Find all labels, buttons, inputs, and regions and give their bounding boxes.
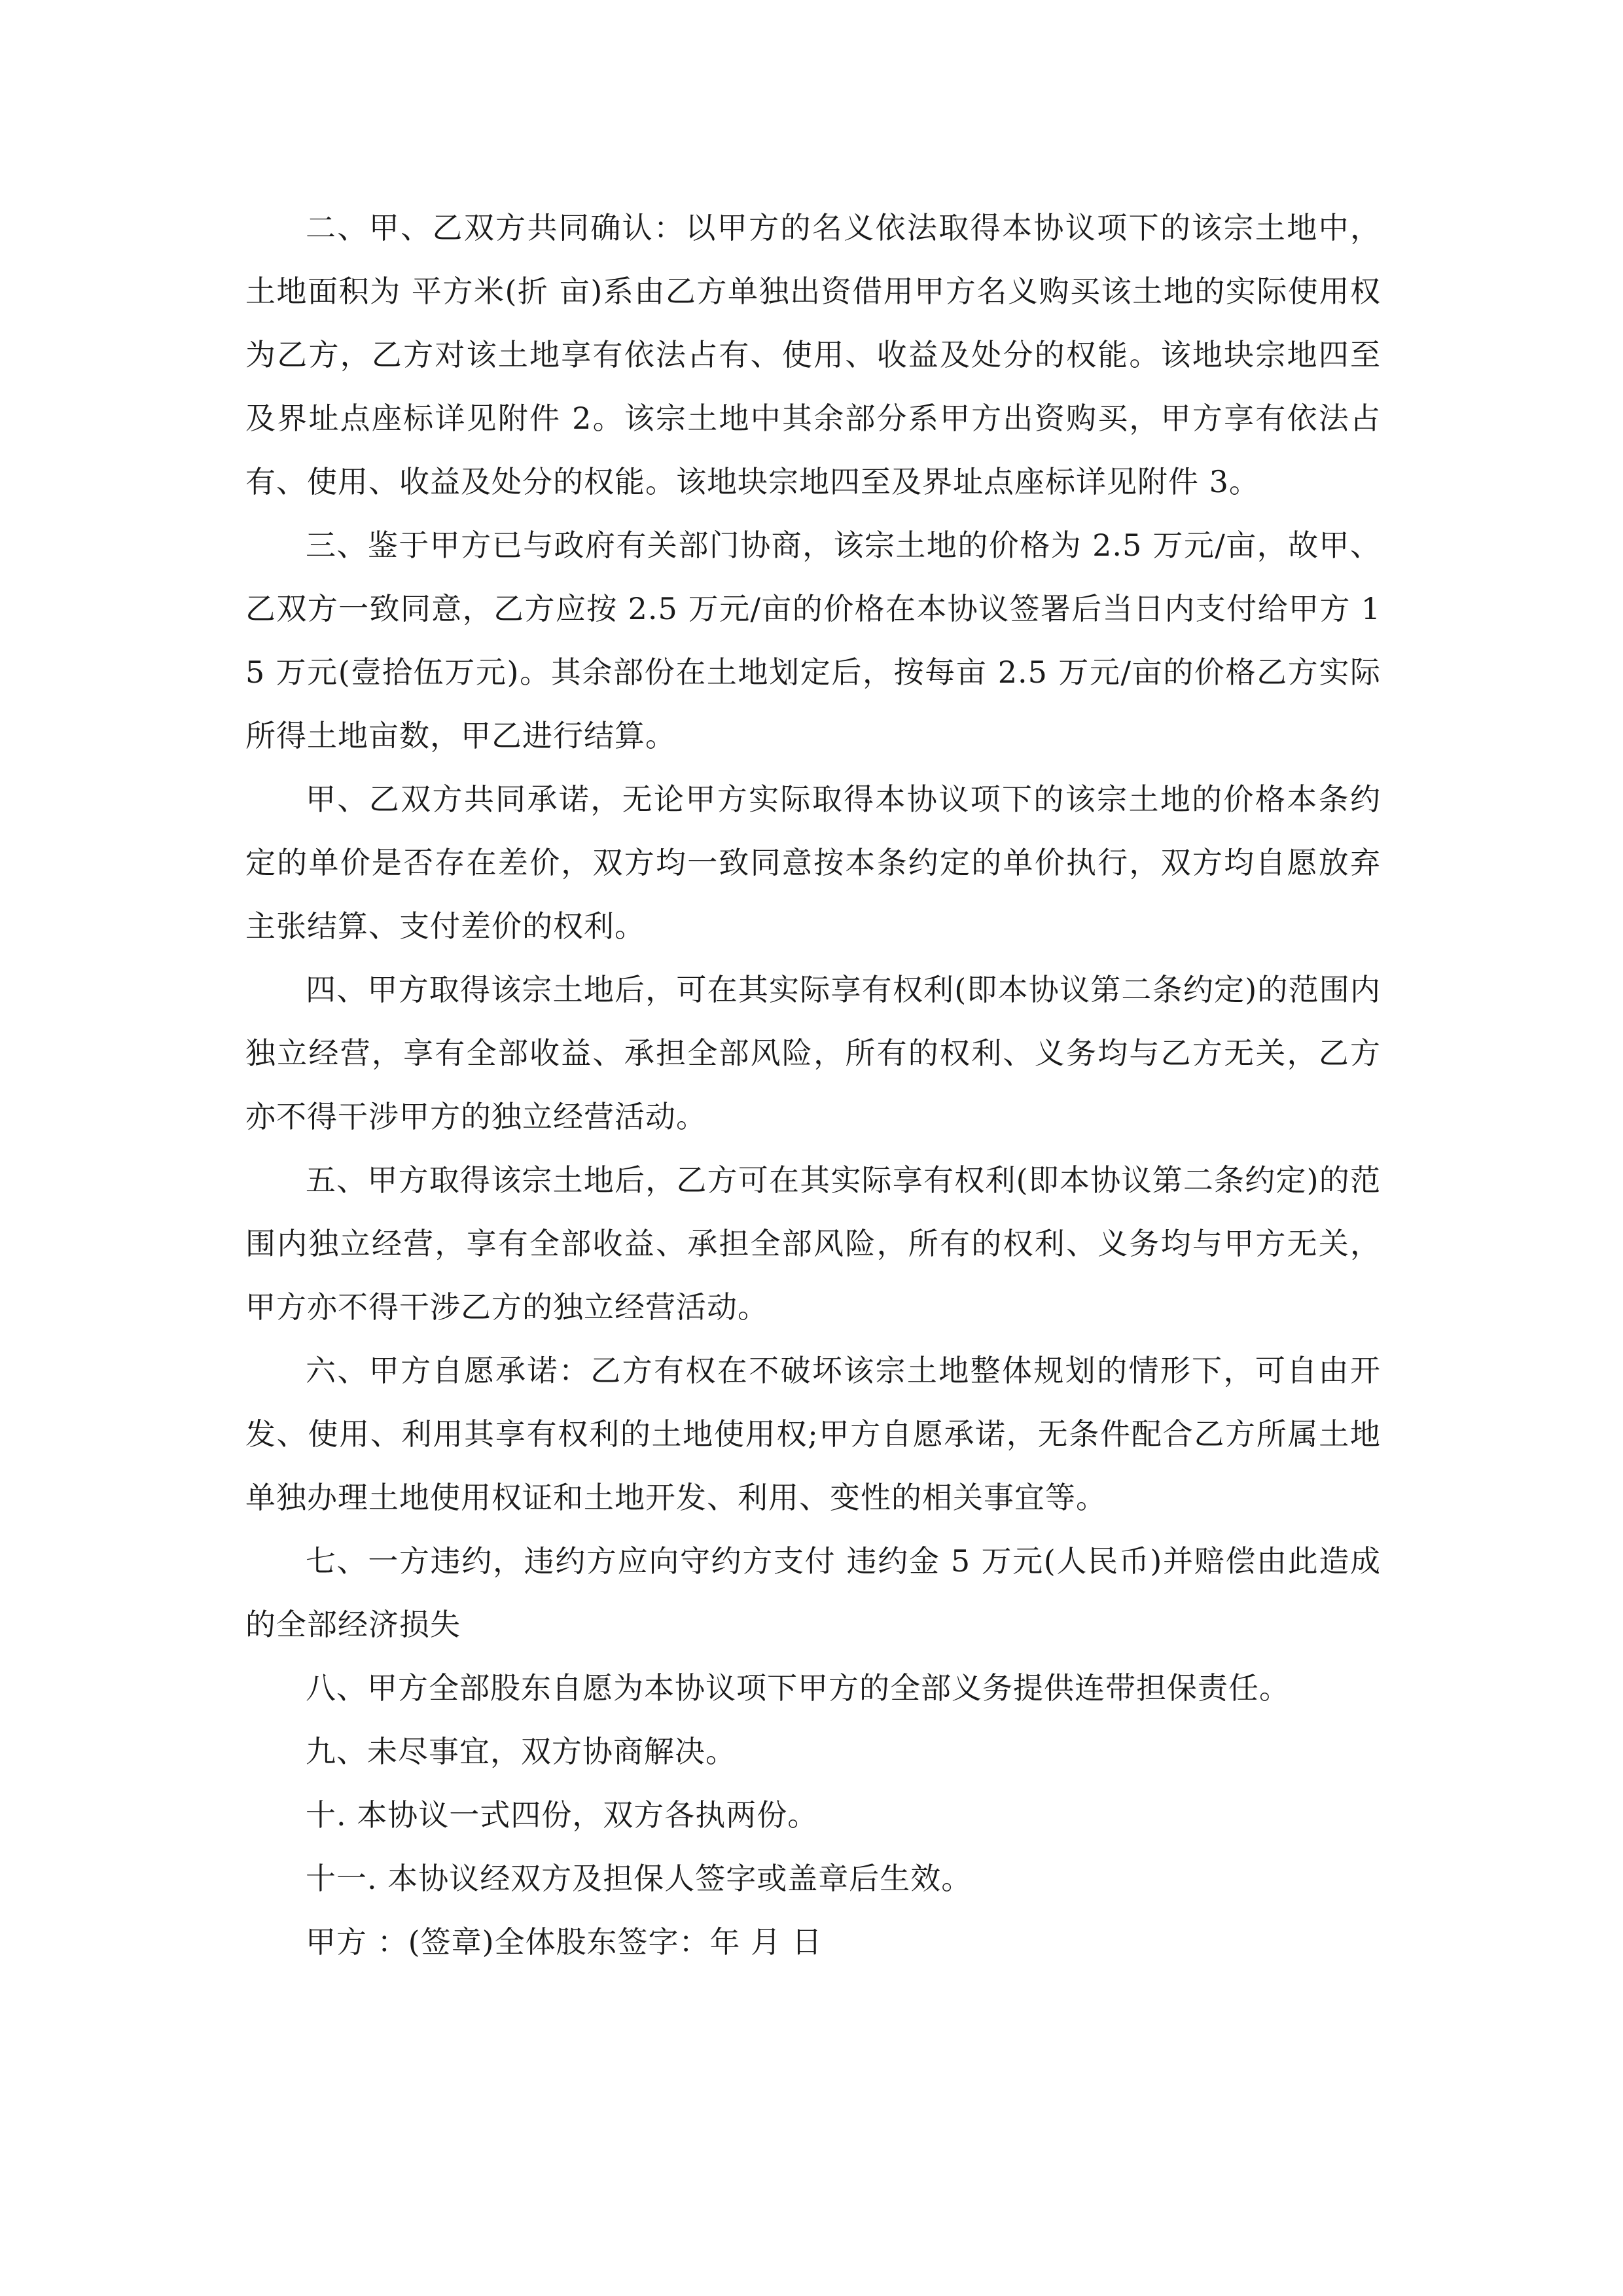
clause-8-paragraph: 八、甲方全部股东自愿为本协议项下甲方的全部义务提供连带担保责任。: [306, 1670, 1290, 1706]
document-body: [245, 196, 1381, 1974]
clause-4-paragraph: 四、甲方取得该宗土地后，可在其实际享有权利(即本协议第二条约定)的范围内独立经营，享有全部收益、承担全部风险，所有的权利、义务均与乙方无关，乙方亦不得干涉甲方的独立经营活动。: [245, 972, 1381, 1134]
clause-2-paragraph: 二、甲、乙双方共同确认：以甲方的名义依法取得本协议项下的该宗土地中，土地面积为 平方米(折 亩)系由乙方单独出资借用甲方名义购买该土地的实际使用权为乙方，乙方对该土地享有依法占有、使用、收益及处分的权能。该地块宗地四至及界址点座标详见附件 2。该宗土地中其余部分系甲方出资购买，甲方享有依法占有、使用、收益及处分的权能。该地块宗地四至及界址点座标详见附件 3。: [245, 210, 1381, 499]
clause-3-paragraph: 三、鉴于甲方已与政府有关部门协商，该宗土地的价格为 2.5 万元/亩，故甲、乙双方一致同意，乙方应按 2.5 万元/亩的价格在本协议签署后当日内支付给甲方 15 万元(壹拾伍万元)。其余部份在土地划定后，按每亩 2.5 万元/亩的价格乙方实际所得土地亩数，甲乙进行结算。: [245, 528, 1381, 753]
clause-10-paragraph: 十. 本协议一式四份，双方各执两份。: [306, 1797, 819, 1833]
clause-7-paragraph: 七、一方违约，违约方应向守约方支付 违约金 5 万元(人民币)并赔偿由此造成的全部经济损失: [245, 1543, 1381, 1642]
clause-11-paragraph: 十一. 本协议经双方及担保人签字或盖章后生效。: [306, 1861, 972, 1896]
clause-9-paragraph: 九、未尽事宜，双方协商解决。: [306, 1734, 736, 1769]
mutual-promise-paragraph: 甲、乙双方共同承诺，无论甲方实际取得本协议项下的该宗土地的价格本条约定的单价是否存在差价，双方均一致同意按本条约定的单价执行，双方均自愿放弃主张结算、支付差价的权利。: [245, 781, 1381, 944]
clause-5-paragraph: 五、甲方取得该宗土地后，乙方可在其实际享有权利(即本协议第二条约定)的范围内独立经营，享有全部收益、承担全部风险，所有的权利、义务均与甲方无关，甲方亦不得干涉乙方的独立经营活动。: [245, 1162, 1381, 1325]
signature-line: 甲方 ：(签章)全体股东签字：年 月 日: [306, 1924, 823, 1960]
clause-6-paragraph: 六、甲方自愿承诺：乙方有权在不破坏该宗土地整体规划的情形下，可自由开发、使用、利用其享有权利的土地使用权;甲方自愿承诺，无条件配合乙方所属土地单独办理土地使用权证和土地开发、利用、变性的相关事宜等。: [245, 1353, 1381, 1515]
